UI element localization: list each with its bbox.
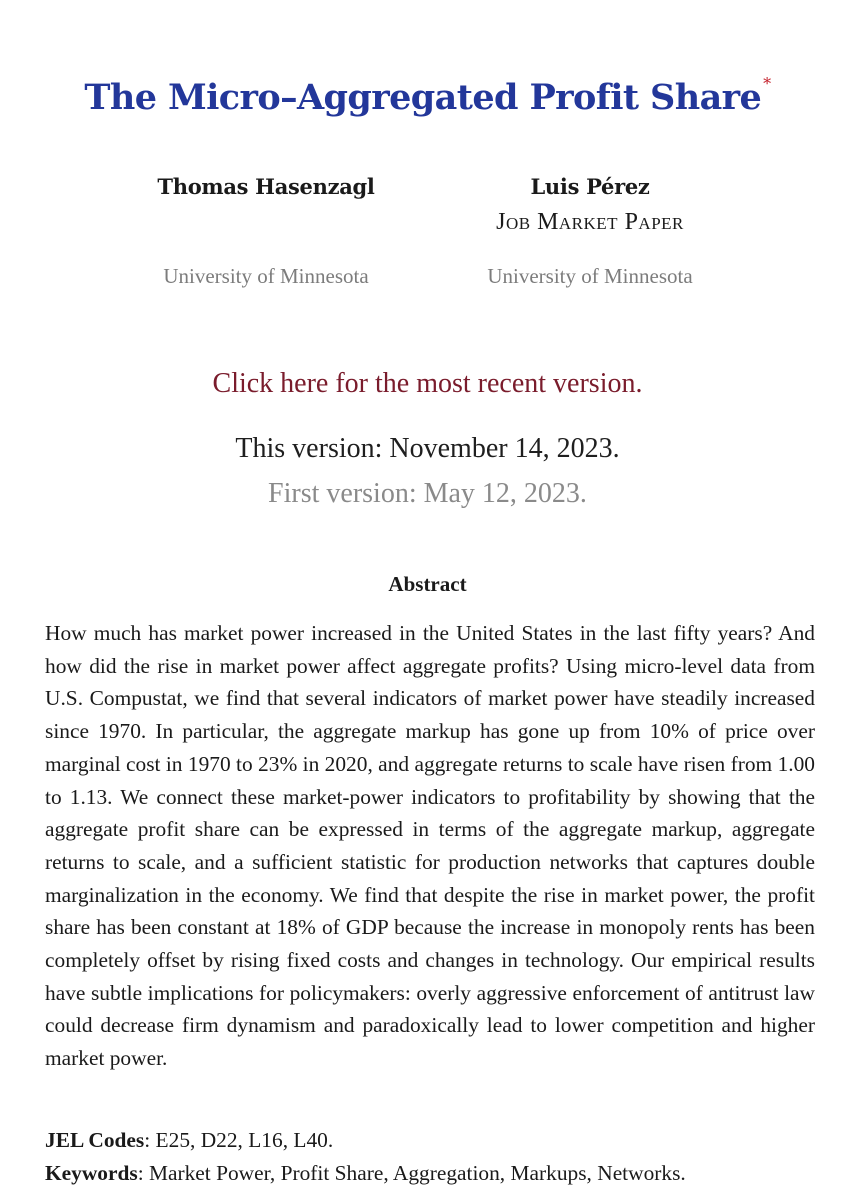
first-version-date: First version: May 12, 2023. xyxy=(268,478,587,509)
author-block-perez xyxy=(440,174,740,289)
this-version-date: This version: November 14, 2023. xyxy=(235,433,620,464)
author-note xyxy=(116,208,416,264)
author-name: Thomas Hasenzagl xyxy=(157,174,375,199)
paper-title-text: The Micro–Aggregated Profit Share xyxy=(84,77,762,118)
author-affiliation: University of Minnesota xyxy=(163,264,369,288)
paper-title xyxy=(0,74,855,118)
job-market-paper-note: Job Market Paper xyxy=(496,209,684,235)
abstract-text: How much has market power increased in the United States in the last fifty years? And how did the rise in market power affect aggregate profits? Using micro-level data from U.S. Compustat, we find that several indicators of market power have steadily increased since 1970. In particular, the aggregate markup has gone up from 10% of price over marginal cost in 1970 to 23% in 2020, and aggregate returns to scale have risen from 1.00 to 1.13. We connect these market-power indicators to profitability by showing that the aggregate profit share can be expressed in terms of the aggregate markup, aggregate returns to scale, and a sufficient statistic for production networks that captures double marginalization in the economy. We find that despite the rise in market power, the profit share has been constant at 18% of GDP because the increase in monopoly rents has been completely offset by rising fixed costs and changes in technology. Our empirical results have subtle implications for policymakers: overly aggressive enforcement of antitrust law could decrease firm dynamism and paradoxically lead to lower competition and higher market power. xyxy=(45,621,815,1071)
abstract-heading: Abstract xyxy=(388,572,467,596)
jel-codes xyxy=(45,1128,815,1153)
author-name: Luis Pérez xyxy=(530,174,650,199)
keywords-label: Keywords xyxy=(45,1161,138,1185)
keywords-value: : Market Power, Profit Share, Aggregation, Markups, Networks. xyxy=(137,1161,686,1185)
jel-codes-value: : E25, D22, L16, L40. xyxy=(144,1128,334,1152)
recent-version-link[interactable]: Click here for the most recent version. xyxy=(212,368,643,399)
keywords xyxy=(45,1161,815,1186)
author-block-hasenzagl xyxy=(116,174,416,289)
jel-codes-label: JEL Codes xyxy=(45,1128,145,1152)
author-affiliation: University of Minnesota xyxy=(487,264,693,288)
title-footnote-mark[interactable]: * xyxy=(763,74,771,93)
